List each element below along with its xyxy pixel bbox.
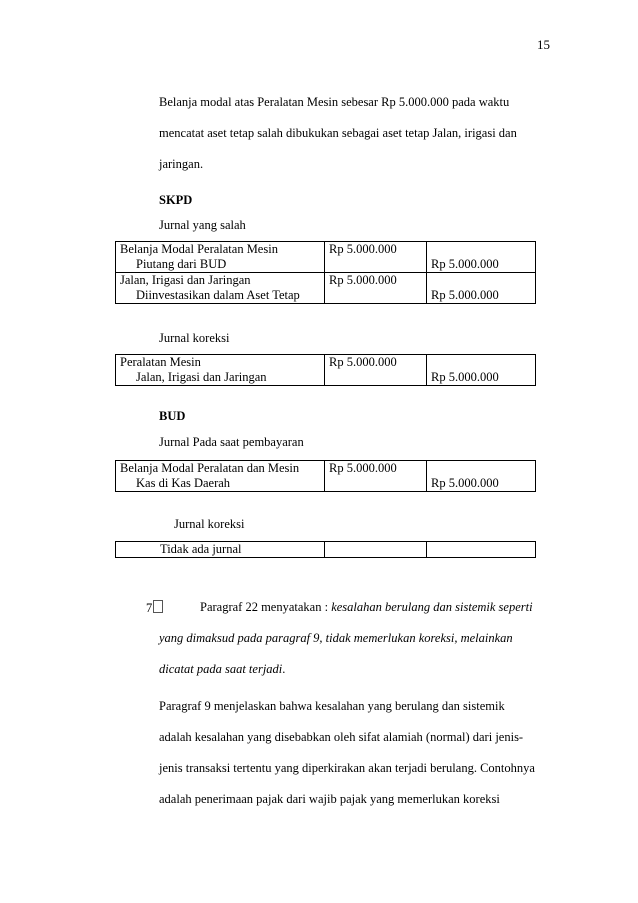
item-number: 7	[146, 601, 153, 615]
credit-cell	[427, 461, 536, 492]
credit-amount: Rp 5.000.000	[431, 476, 499, 490]
debit-account: Peralatan Mesin	[120, 355, 201, 369]
item-7-quote-1: kesalahan berulang dan sistemik seperti	[331, 600, 533, 614]
paragraph-line-3: jenis transaksi tertentu yang diperkirakan akan terjadi berulang. Contohnya	[159, 761, 535, 775]
empty-cell	[427, 542, 536, 558]
credit-cell	[427, 242, 536, 273]
credit-amount: Rp 5.000.000	[431, 288, 499, 302]
credit-account: Jalan, Irigasi dan Jaringan	[136, 370, 267, 384]
intro-line-1: Belanja modal atas Peralatan Mesin sebesar Rp 5.000.000 pada waktu	[159, 95, 510, 109]
debit-account: Belanja Modal Peralatan dan Mesin	[120, 461, 300, 475]
intro-line-2: mencatat aset tetap salah dibukukan sebagai aset tetap Jalan, irigasi dan	[159, 126, 517, 140]
skpd-wrong-journal-title: Jurnal yang salah	[159, 218, 246, 232]
account-cell	[116, 461, 325, 492]
credit-cell	[427, 355, 536, 386]
account-cell	[116, 242, 325, 273]
table-row	[116, 355, 536, 386]
credit-amount: Rp 5.000.000	[431, 370, 499, 384]
table-row	[116, 242, 536, 273]
credit-account: Piutang dari BUD	[136, 257, 227, 271]
debit-amount: Rp 5.000.000	[325, 355, 427, 386]
paragraph-line-4: adalah penerimaan pajak dari wajib pajak yang memerlukan koreksi	[159, 792, 500, 806]
item-7-period: .	[282, 662, 286, 676]
item-7-quote-2: yang dimaksud pada paragraf 9, tidak memerlukan koreksi, melainkan	[159, 631, 513, 645]
skpd-correction-table	[115, 354, 536, 386]
item-7-lead: Paragraf 22 menyatakan :	[200, 600, 332, 614]
debit-account: Jalan, Irigasi dan Jaringan	[120, 273, 251, 287]
bullet-glyph-icon	[153, 600, 163, 613]
debit-account: Belanja Modal Peralatan Mesin	[120, 242, 278, 256]
account-cell	[116, 355, 325, 386]
paragraph-line-1: Paragraf 9 menjelaskan bahwa kesalahan yang berulang dan sistemik	[159, 699, 505, 713]
debit-amount: Rp 5.000.000	[325, 242, 427, 273]
debit-amount: Rp 5.000.000	[325, 461, 427, 492]
skpd-heading: SKPD	[159, 193, 193, 207]
skpd-wrong-journal-table	[115, 241, 536, 304]
table-row	[116, 542, 536, 558]
item-7-line-1	[200, 600, 533, 615]
item-7-quote-3: dicatat pada saat terjadi	[159, 662, 283, 676]
skpd-correction-title: Jurnal koreksi	[159, 331, 230, 345]
bud-payment-table	[115, 460, 536, 492]
credit-amount: Rp 5.000.000	[431, 257, 499, 271]
empty-cell	[325, 542, 427, 558]
no-journal-text: Tidak ada jurnal	[160, 542, 242, 556]
bud-correction-table	[115, 541, 536, 558]
credit-account: Kas di Kas Daerah	[136, 476, 231, 490]
intro-line-3: jaringan.	[159, 157, 204, 171]
bud-payment-title: Jurnal Pada saat pembayaran	[159, 435, 304, 449]
table-row	[116, 461, 536, 492]
table-row	[116, 273, 536, 304]
paragraph-line-2: adalah kesalahan yang disebabkan oleh sifat alamiah (normal) dari jenis-	[159, 730, 524, 744]
item-7-marker	[146, 600, 163, 616]
bud-heading: BUD	[159, 409, 186, 423]
no-journal-cell	[116, 542, 325, 558]
account-cell	[116, 273, 325, 304]
bud-correction-title: Jurnal koreksi	[174, 517, 245, 531]
page-number: 15	[537, 37, 550, 52]
credit-account: Diinvestasikan dalam Aset Tetap	[136, 288, 300, 302]
debit-amount: Rp 5.000.000	[325, 273, 427, 304]
credit-cell	[427, 273, 536, 304]
item-7-line-3	[159, 662, 285, 677]
